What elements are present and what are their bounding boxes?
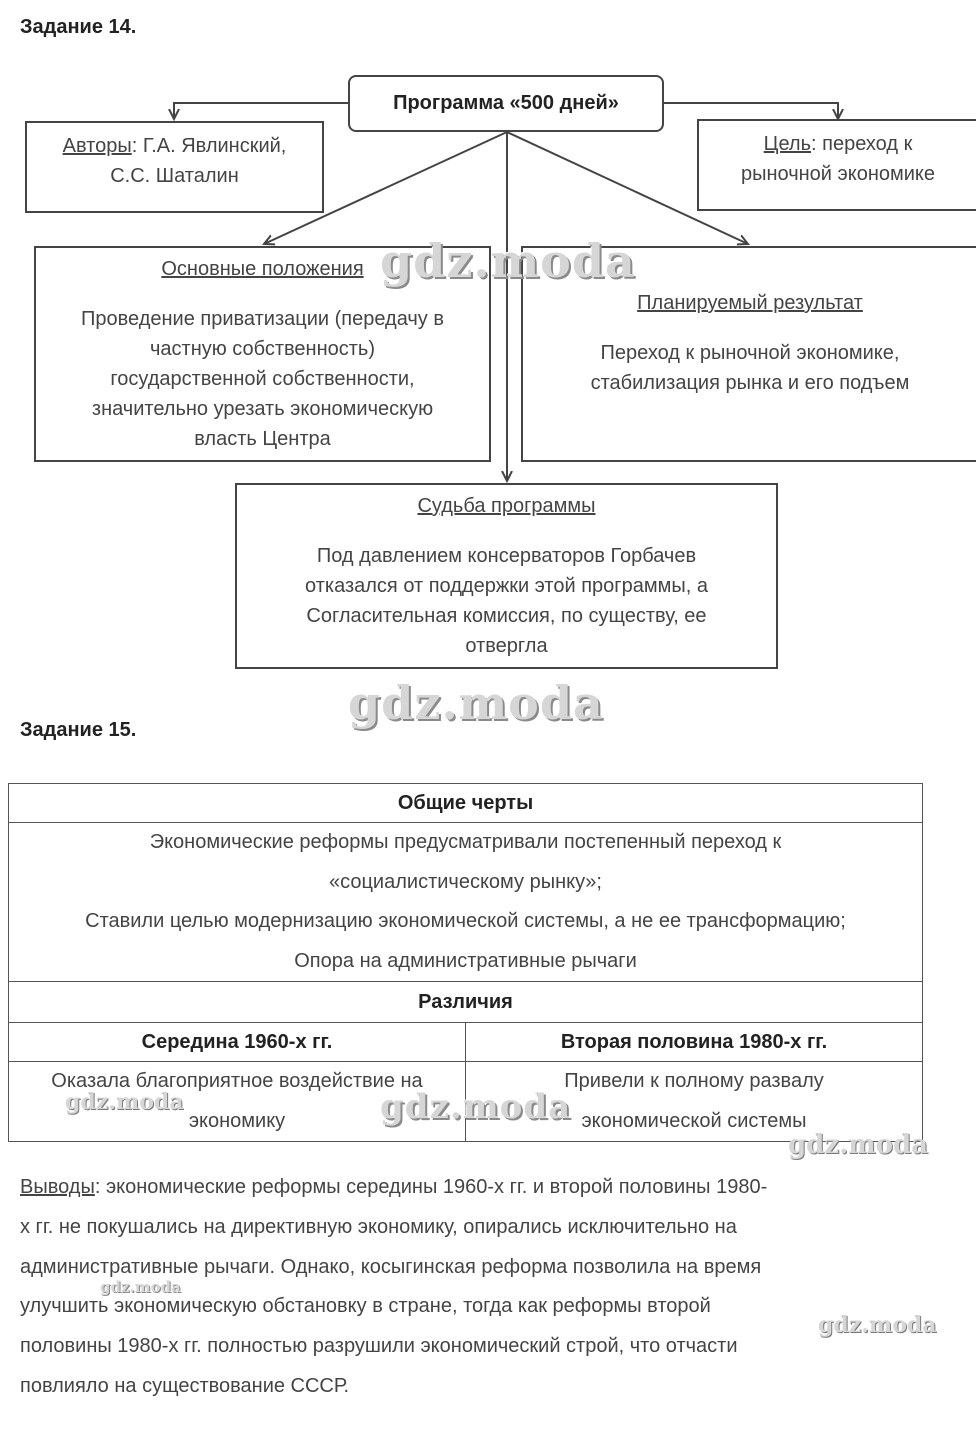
common-feature-line: Экономические реформы предусматривали постепенный переход к	[149, 831, 782, 853]
fate-line: Согласительная комиссия, по существу, ее	[306, 605, 707, 627]
conclusion-line: Выводы: экономические реформы середины 1960-х гг. и второй половины 1980-	[20, 1176, 768, 1198]
table-row	[9, 823, 923, 982]
program-root-box	[348, 75, 664, 132]
main-points-box	[34, 246, 491, 462]
authors-line-1: Авторы: Г.А. Явлинский,	[62, 135, 287, 157]
common-features-header: Общие черты	[9, 784, 923, 823]
common-feature-line: Опора на административные рычаги	[294, 949, 637, 972]
col-1980s-line: экономической системы	[581, 1109, 807, 1132]
col-1960s-header: Середина 1960-х гг.	[9, 1023, 466, 1062]
authors-box	[25, 121, 324, 213]
authors-line-2: С.С. Шаталин	[110, 165, 239, 187]
fate-line: отказался от поддержки этой программы, а	[305, 575, 708, 597]
col-1980s-line: Привели к полному развалу	[564, 1070, 824, 1092]
conclusion-line: повлияло на существование СССР.	[20, 1374, 349, 1397]
main-points-line: власть Центра	[194, 428, 331, 450]
col-1980s-cell	[466, 1062, 923, 1142]
common-feature-line: «социалистическому рынку»;	[329, 870, 602, 893]
col-1960s-line: экономику	[188, 1109, 286, 1132]
table-row	[9, 1023, 923, 1062]
fate-line: отвергла	[465, 635, 548, 657]
watermark: gdz.moda	[100, 1278, 181, 1296]
goal-line-1: Цель: переход к	[763, 133, 913, 155]
conclusion-line: административные рычаги. Однако, косыгинская реформа позволила на время	[20, 1255, 762, 1278]
planned-result-box	[521, 246, 976, 462]
table-row	[9, 1062, 923, 1142]
main-points-title: Основные положения	[161, 258, 364, 280]
main-points-line: частную собственность)	[149, 338, 376, 360]
col-1960s-cell	[9, 1062, 466, 1142]
task-15-title: Задание 15.	[20, 719, 137, 741]
watermark: gdz.moda	[348, 676, 604, 730]
main-points-line: значительно урезать экономическую	[91, 398, 434, 420]
conclusion-label: Выводы	[20, 1176, 95, 1198]
table-row	[9, 982, 923, 1023]
main-points-line: государственной собственности,	[110, 368, 415, 390]
planned-result-line: Переход к рыночной экономике,	[600, 342, 900, 364]
conclusion-line: улучшить экономическую обстановку в стране, тогда как реформы второй	[20, 1295, 711, 1318]
common-feature-line: Ставили целью модернизацию экономической системы, а не ее трансформацию;	[85, 910, 846, 932]
authors-label: Авторы	[62, 135, 132, 157]
goal-label: Цель	[763, 133, 812, 155]
comparison-table	[8, 783, 923, 1142]
program-root-title: Программа «500 дней»	[393, 92, 619, 114]
arrow-to-authors	[174, 103, 348, 119]
common-features-cell	[9, 823, 923, 982]
fate-line: Под давлением консерваторов Горбачев	[316, 545, 697, 567]
watermark: gdz.moda	[818, 1312, 937, 1338]
watermark: gdz.moda	[380, 1087, 572, 1127]
main-points-line: Проведение приватизации (передачу в	[81, 308, 444, 330]
goal-box	[697, 119, 976, 211]
watermark: gdz.moda	[380, 234, 636, 288]
watermark: gdz.moda	[788, 1130, 929, 1160]
fate-title: Судьба программы	[417, 495, 596, 517]
task-14-title: Задание 14.	[20, 16, 137, 38]
col-1980s-header: Вторая половина 1980-х гг.	[466, 1023, 923, 1062]
planned-result-title: Планируемый результат	[637, 292, 863, 314]
conclusion-line: х гг. не покушались на директивную экономику, опирались исключительно на	[20, 1215, 737, 1238]
arrow-to-goal	[664, 103, 838, 119]
conclusion-text	[20, 1168, 900, 1407]
col-1960s-line: Оказала благоприятное воздействие на	[51, 1070, 423, 1092]
table-row	[9, 784, 923, 823]
planned-result-line: стабилизация рынка и его подъем	[590, 372, 910, 394]
fate-box	[235, 483, 778, 669]
conclusion-line: половины 1980-х гг. полностью разрушили экономический строй, что отчасти	[20, 1335, 738, 1358]
differences-header: Различия	[9, 982, 923, 1023]
goal-line-2: рыночной экономике	[740, 163, 936, 185]
watermark: gdz.moda	[65, 1089, 184, 1115]
